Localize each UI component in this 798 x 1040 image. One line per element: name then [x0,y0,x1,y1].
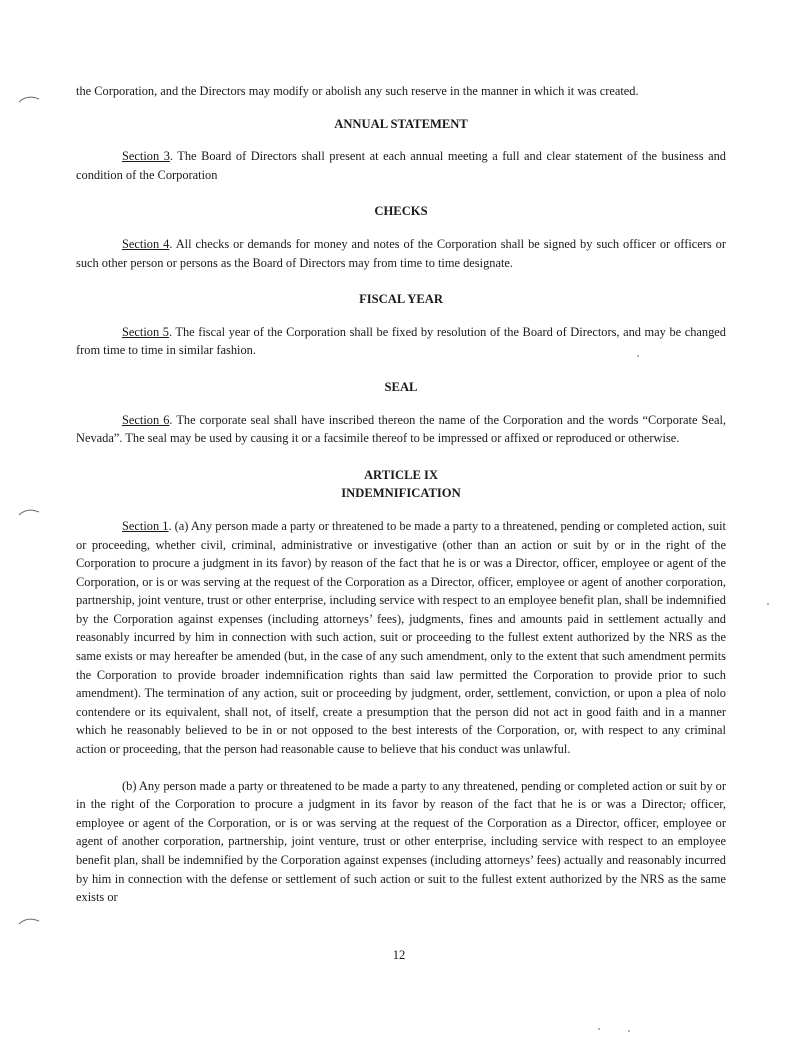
section-6-body: . The corporate seal shall have inscribed thereon the name of the Corporation and the words “Corporate Seal, Nevada”. The seal may be used by causing it or a facsimile thereof to be impressed or affixed or reproduced or otherwise. [76,412,726,446]
article-title: INDEMNIFICATION [341,486,461,501]
section-3-body: . The Board of Directors shall present at each annual meeting a full and clear statement of the business and condition of the Corporation [76,149,726,182]
section-6-paragraph [76,411,726,448]
hole-punch-mark [18,505,40,517]
article-number: ARTICLE IX [363,467,439,482]
article-9-section-1a-paragraph [76,517,726,759]
section-5-label: Section 5 [122,324,169,339]
heading-fiscal-year: FISCAL YEAR [359,292,443,307]
document-page [76,82,726,907]
article-9-section-1-label: Section 1 [122,518,169,533]
scan-speck [628,1030,630,1032]
heading-seal: SEAL [384,379,418,394]
section-3-paragraph [76,147,726,184]
section-6-label: Section 6 [122,412,170,427]
scan-speck [598,1028,600,1030]
page-number: 12 [392,948,406,962]
heading-annual-statement: ANNUAL STATEMENT [334,116,468,131]
section-4-body: . All checks or demands for money and notes of the Corporation shall be signed by such officer or officers or such other person or persons as the Board of Directors may from time to time designate. [76,236,726,270]
hole-punch-mark [18,92,40,104]
heading-checks: CHECKS [374,204,428,219]
section-4-label: Section 4 [122,236,170,251]
section-5-body: . The fiscal year of the Corporation shall be fixed by resolution of the Board of Directors, and may be changed from time to time in similar fashion. [76,324,726,358]
opening-paragraph: the Corporation, and the Directors may modify or abolish any such reserve in the manner in which it was created. [76,84,639,98]
section-3-label: Section 3 [122,149,170,164]
article-9-section-1b-paragraph: (b) Any person made a party or threatened to be made a party to any threatened, pending or completed action or suit by or in the right of the Corporation to procure a judgment in its favor by reason of the fact that he is or was a Director, officer, employee or agent of the Corporation, or is or was serving at the request of the Corporation as a Director, officer, employee or agent of another corporation, partnership, joint venture, trust or other enterprise, including service with respect to an employee benefit plan, shall be indemnified by the Corporation against expenses (including attorneys’ fees) actually and reasonably incurred by him in connection with the defense or settlement of such action or suit to the fullest extent authorized by the NRS as the same exists or [76,778,726,905]
hole-punch-mark [18,914,40,926]
article-9-section-1a-body: . (a) Any person made a party or threatened to be made a party to a threatened, pending or completed action, suit or proceeding, whether civil, criminal, administrative or investigative (other than an action or suit by or in the right of the Corporation to procure a judgment in its favor) by reason of the fact that he is or was a Director, officer, employee or agent of the Corporation, or is or was serving at the request of the Corporation as a Director, officer, employee or agent of another corporation, partnership, joint venture, trust or other enterprise, including service with respect to an employee benefit plan, shall be indemnified by the Corporation against expenses (including attorneys’ fees), judgments, fines and amounts paid in settlement actually and reasonably incurred by him in connection with such action, suit or proceeding to the fullest extent authorized by the NRS as the same exists or may hereafter be amended (but, in the case of any such amendment, only to the extent that such amendment permits the Corporation to provide broader indemnification rights than said law permitted the Corporation to provide prior to such amendment). The termination of any action, suit or proceeding by judgment, order, settlement, conviction, or upon a plea of nolo contendere or its equivalent, shall not, of itself, create a presumption that the person did not act in good faith and in a manner which he reasonably believed to be in or not opposed to the best interests of the Corporation, or, with respect to any criminal action or proceeding, that the person had reasonable cause to believe that his conduct was unlawful. [76,518,726,757]
section-4-paragraph [76,235,726,272]
section-5-paragraph [76,323,726,360]
scan-speck [767,603,769,605]
